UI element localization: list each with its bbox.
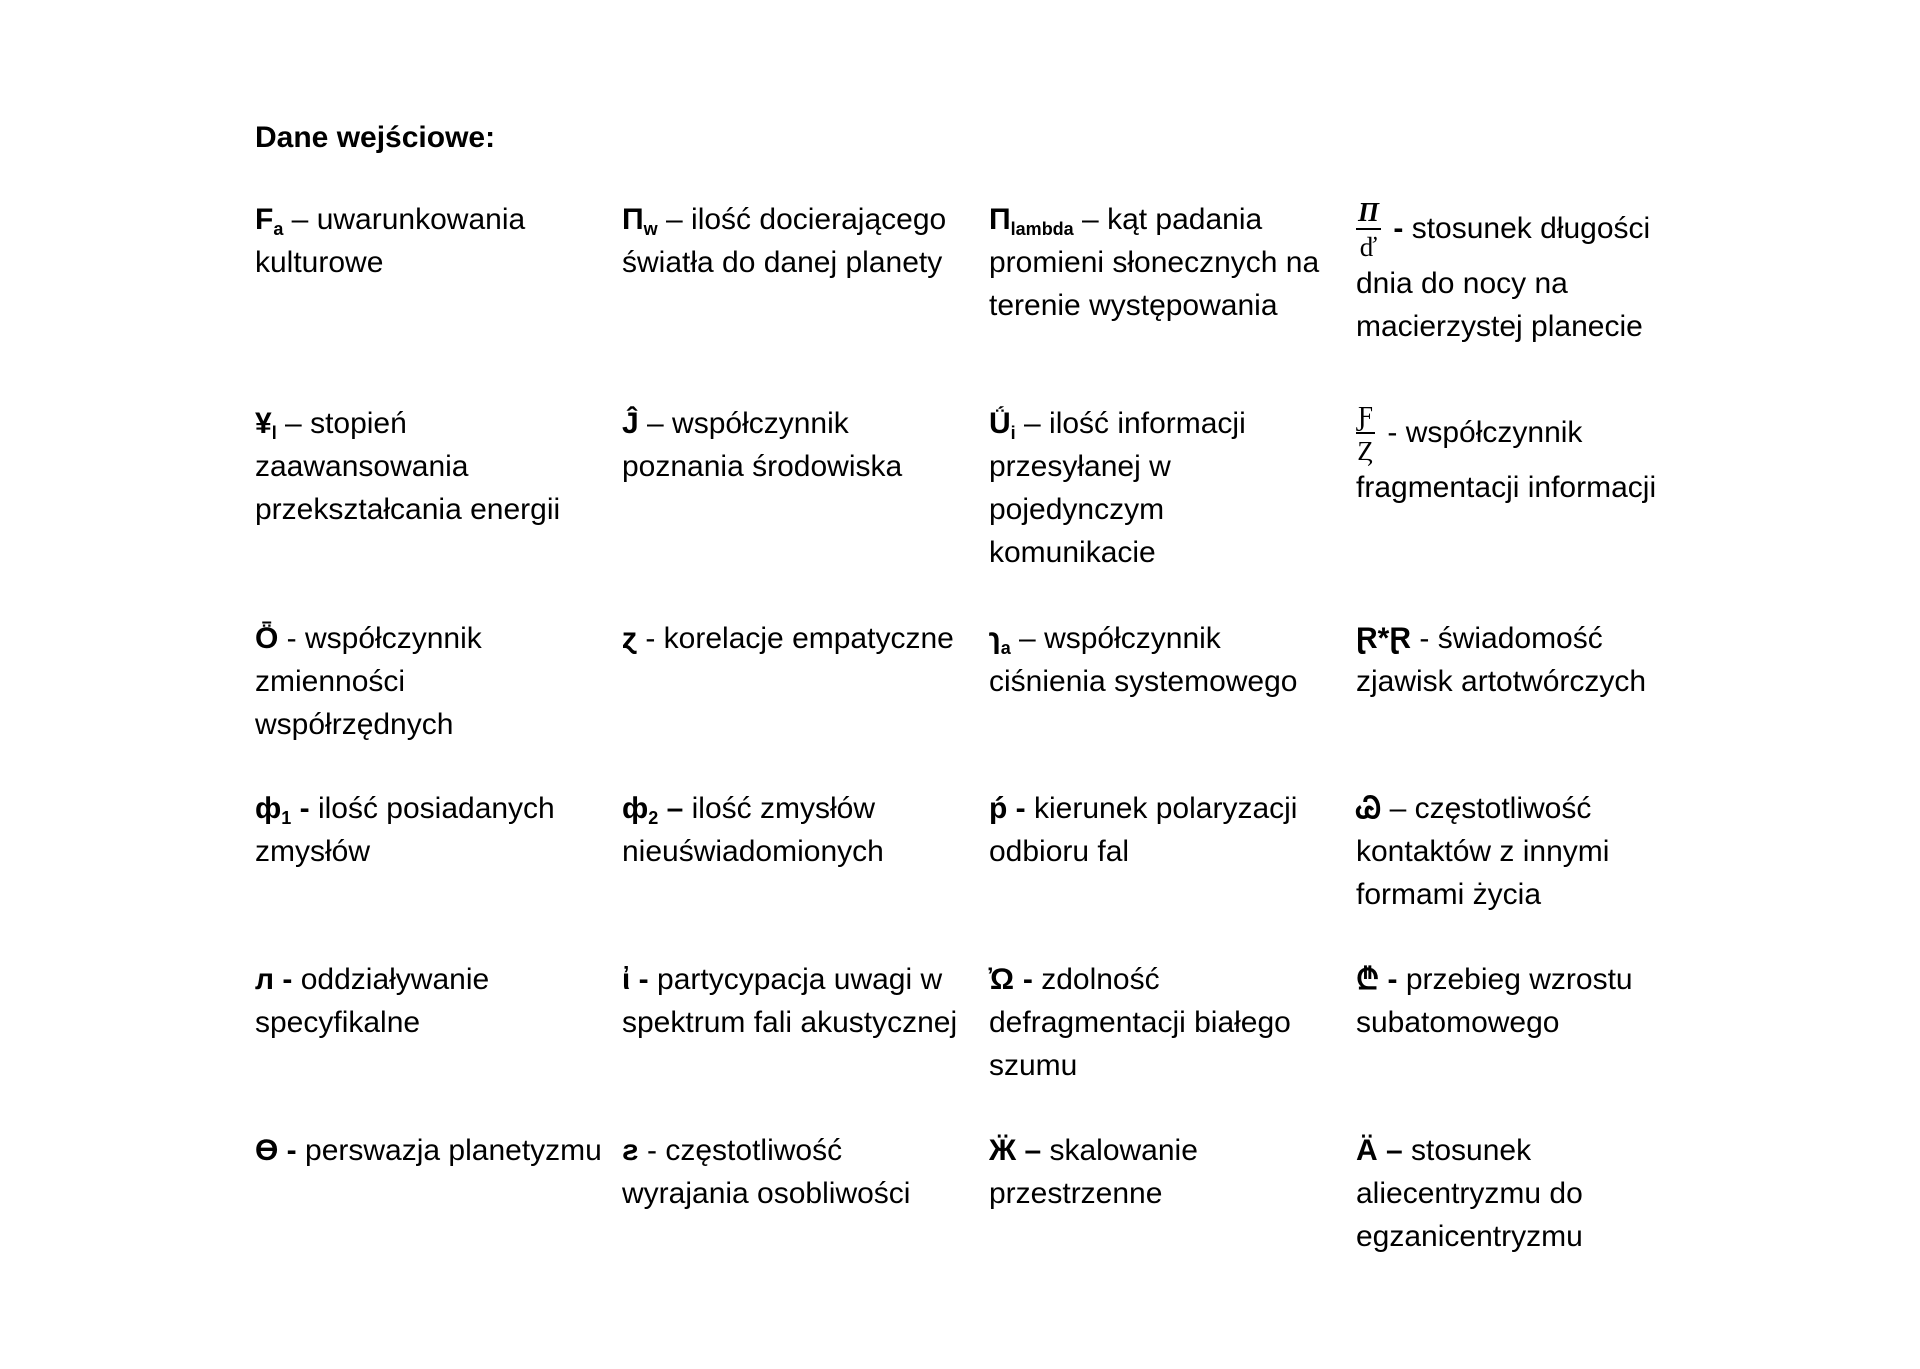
symbol-glyph: Ὠ bbox=[989, 963, 1015, 996]
definition-separator: - bbox=[1379, 415, 1406, 449]
definition-separator: - bbox=[1411, 622, 1438, 655]
symbol-subscript: w bbox=[643, 219, 658, 239]
definition-text: przebieg wzrostu subatomowego bbox=[1356, 963, 1633, 1039]
definition-text: uwarunkowania kulturowe bbox=[255, 203, 526, 279]
symbol-subscript: i bbox=[1010, 423, 1016, 443]
definition-text-continued: dnia do nocy na macierzystej planecie bbox=[1356, 267, 1643, 343]
fraction-numerator: Ƒ bbox=[1356, 402, 1375, 434]
definition-separator: - bbox=[1385, 211, 1412, 245]
definition-item bbox=[255, 787, 605, 873]
symbol-glyph: ф bbox=[622, 792, 649, 825]
definition-separator: – bbox=[1377, 1134, 1412, 1167]
definition-separator: – bbox=[1381, 792, 1415, 825]
fraction-symbol bbox=[1356, 198, 1381, 262]
variable-symbol bbox=[989, 622, 1011, 658]
definition-separator: - bbox=[638, 1134, 666, 1167]
definition-separator: – bbox=[657, 203, 692, 236]
definition-item bbox=[989, 402, 1339, 574]
symbol-subscript: a bbox=[1000, 638, 1011, 658]
symbol-glyph: ƨ bbox=[622, 1134, 639, 1167]
variable-symbol bbox=[622, 792, 659, 828]
symbol-glyph: Ɽ*Ɽ bbox=[1356, 622, 1412, 655]
definition-text: ilość docierającego światła do danej planety bbox=[622, 203, 947, 279]
variable-symbol bbox=[1356, 963, 1379, 996]
definition-item bbox=[622, 787, 972, 873]
definition-separator: – bbox=[1016, 1134, 1050, 1167]
definition-item bbox=[255, 617, 605, 746]
definition-text: współczynnik zmienności współrzędnych bbox=[255, 622, 482, 741]
symbol-glyph: Ӝ bbox=[989, 1134, 1017, 1167]
definition-text: stopień zaawansowania przekształcania energii bbox=[255, 407, 561, 526]
variable-symbol bbox=[255, 1134, 278, 1167]
definition-text: stosunek długości bbox=[1411, 211, 1651, 245]
definition-text: częstotliwość wyrajania osobliwości bbox=[622, 1134, 911, 1210]
definition-separator: – bbox=[276, 407, 311, 440]
symbol-subscript: lambda bbox=[1010, 219, 1074, 239]
symbol-glyph: Ɵ bbox=[255, 1134, 279, 1167]
variable-symbol bbox=[989, 407, 1016, 443]
symbol-glyph: ɿ bbox=[989, 622, 1001, 655]
definition-item bbox=[1356, 402, 1696, 509]
definition-text: świadomość zjawisk artotwórczych bbox=[1356, 622, 1647, 698]
symbol-glyph: ¥ bbox=[255, 407, 272, 440]
definition-item bbox=[622, 958, 972, 1044]
definition-item bbox=[1356, 1129, 1696, 1258]
definition-item bbox=[989, 617, 1339, 703]
fraction-numerator: Π bbox=[1356, 198, 1381, 230]
symbol-glyph: ṕ bbox=[989, 792, 1008, 825]
definition-text: ilość posiadanych zmysłów bbox=[255, 792, 555, 868]
definition-text: zdolność defragmentacji białego szumu bbox=[989, 963, 1291, 1082]
page-heading: Dane wejściowe: bbox=[255, 121, 496, 154]
definition-separator: – bbox=[658, 792, 692, 825]
definition-text: współczynnik poznania środowiska bbox=[622, 407, 903, 483]
variable-symbol bbox=[989, 203, 1074, 239]
definition-separator: - bbox=[1379, 963, 1406, 996]
definition-text: partycypacja uwagi w spektrum fali akustycznej bbox=[622, 963, 958, 1039]
symbol-glyph: Ꮚ bbox=[1356, 792, 1382, 825]
definition-text: kąt padania promieni słonecznych na terenie występowania bbox=[989, 203, 1320, 322]
variable-symbol bbox=[622, 407, 639, 440]
definition-item bbox=[255, 1129, 605, 1172]
symbol-subscript: 1 bbox=[281, 808, 292, 828]
definition-separator: - bbox=[1014, 963, 1042, 996]
definition-text: skalowanie przestrzenne bbox=[989, 1134, 1198, 1210]
definition-separator: – bbox=[283, 203, 317, 236]
definition-item bbox=[1356, 617, 1696, 703]
variable-symbol bbox=[255, 622, 278, 655]
symbol-glyph: Π bbox=[989, 203, 1011, 236]
definition-item bbox=[255, 198, 605, 284]
symbol-subscript: a bbox=[273, 219, 284, 239]
definition-separator: - bbox=[291, 792, 318, 825]
symbol-glyph: ἰ bbox=[622, 963, 631, 996]
definition-text: częstotliwość kontaktów z innymi formami życia bbox=[1356, 792, 1610, 911]
definition-text: współczynnik bbox=[1405, 415, 1583, 449]
variable-symbol bbox=[1356, 792, 1381, 825]
symbol-subscript: l bbox=[271, 423, 277, 443]
definition-separator: - bbox=[1007, 792, 1034, 825]
definition-item bbox=[989, 198, 1339, 327]
definition-item bbox=[255, 958, 605, 1044]
definition-text: stosunek aliecentryzmu do egzanicentryzmu bbox=[1356, 1134, 1583, 1253]
fraction-denominator: Ȥ bbox=[1357, 436, 1374, 466]
definition-item bbox=[255, 402, 605, 531]
variable-symbol bbox=[989, 1134, 1016, 1167]
symbol-glyph: Ȫ bbox=[255, 622, 279, 655]
variable-symbol bbox=[989, 963, 1015, 996]
variable-symbol bbox=[255, 792, 292, 828]
symbol-glyph: ₾ bbox=[1356, 963, 1380, 996]
variable-symbol bbox=[622, 1134, 639, 1167]
variable-symbol bbox=[1356, 622, 1411, 655]
symbol-glyph: Ä bbox=[1356, 1134, 1378, 1167]
definition-separator: – bbox=[638, 407, 673, 440]
symbol-glyph: F bbox=[255, 203, 274, 236]
symbol-glyph: Π bbox=[622, 203, 644, 236]
symbol-subscript: 2 bbox=[648, 808, 659, 828]
definition-item bbox=[622, 402, 972, 488]
symbol-glyph: Ǘ bbox=[989, 407, 1011, 440]
symbol-glyph: Ĵ bbox=[622, 407, 639, 440]
definition-item bbox=[622, 617, 972, 660]
fraction-symbol bbox=[1356, 402, 1375, 466]
definition-separator: – bbox=[1010, 622, 1045, 655]
definition-text: oddziaływanie specyfikalne bbox=[255, 963, 490, 1039]
definition-item bbox=[989, 787, 1339, 873]
symbol-glyph: ф bbox=[255, 792, 282, 825]
definition-item bbox=[622, 1129, 972, 1215]
definition-item bbox=[989, 1129, 1339, 1215]
definition-item bbox=[1356, 958, 1696, 1044]
definition-text: ilość informacji przesyłanej w pojedynczym komunikacie bbox=[989, 407, 1246, 569]
variable-symbol bbox=[989, 792, 1007, 825]
definition-text: współczynnik ciśnienia systemowego bbox=[989, 622, 1298, 698]
variable-symbol bbox=[255, 203, 284, 239]
definition-separator: – bbox=[1015, 407, 1050, 440]
variable-symbol bbox=[622, 622, 637, 655]
definition-text: ilość zmysłów nieuświadomionych bbox=[622, 792, 884, 868]
variable-symbol bbox=[622, 203, 658, 239]
definition-item bbox=[1356, 787, 1696, 916]
definition-separator: – bbox=[1073, 203, 1108, 236]
definition-separator: - bbox=[274, 963, 301, 996]
definition-separator: - bbox=[278, 622, 306, 655]
variable-symbol bbox=[255, 963, 274, 996]
definition-item bbox=[989, 958, 1339, 1087]
definition-item bbox=[622, 198, 972, 284]
definition-text: korelacje empatyczne bbox=[663, 622, 954, 655]
symbol-glyph: л bbox=[255, 963, 275, 996]
definition-separator: - bbox=[630, 963, 658, 996]
variable-symbol bbox=[1356, 1134, 1378, 1167]
variable-symbol bbox=[255, 407, 277, 443]
symbol-glyph: ɀ bbox=[622, 622, 637, 655]
definition-separator: - bbox=[637, 622, 664, 655]
fraction-denominator: ď bbox=[1359, 232, 1378, 262]
definition-separator: - bbox=[278, 1134, 306, 1167]
definition-item bbox=[1356, 198, 1696, 348]
definition-text: perswazja planetyzmu bbox=[305, 1134, 602, 1167]
definition-text-continued: fragmentacji informacji bbox=[1356, 471, 1657, 504]
definition-text: kierunek polaryzacji odbioru fal bbox=[989, 792, 1298, 868]
